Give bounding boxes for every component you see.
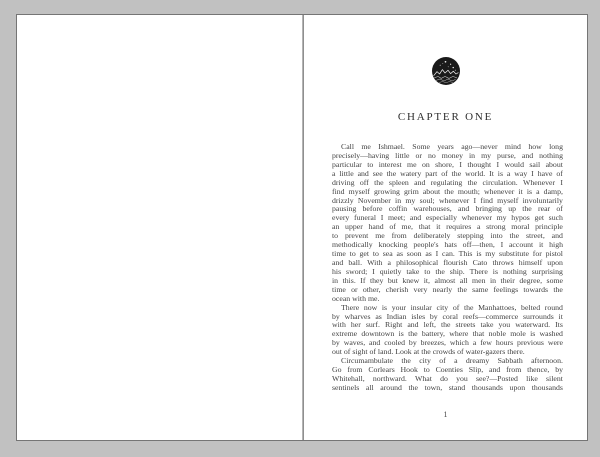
text-line: driving off the spleen and regulating the circulation. Whenever I: [332, 177, 563, 187]
text-line: out of sight of land. Look at the crowds of water-gazers there.: [332, 347, 525, 357]
text-line: methodically knocking people's hats off—then, I account it high: [332, 240, 563, 250]
page-number: 1: [443, 410, 448, 419]
text-line: precisely—having little or no money in my purse, and nothing: [332, 150, 563, 160]
text-line: There now is your insular city of the Manhattoes, belted round: [341, 302, 563, 312]
text-line: in this. If they but knew it, almost all men in their degree, some: [332, 275, 563, 285]
starry-sea-ornament-icon: [432, 57, 460, 85]
text-line: pausing before coffin warehouses, and bringing up the rear of: [332, 204, 563, 214]
body-text: [332, 143, 563, 393]
text-line: particular to interest me on shore, I thought I would sail about: [332, 159, 563, 169]
text-line: extreme downtown is the battery, where that noble mole is washed: [332, 329, 563, 339]
text-line: time to get to sea as soon as I can. This is my substitute for pistol: [332, 249, 563, 259]
book-spread: [16, 14, 588, 441]
text-line: time or other, cherish very nearly the same feelings towards the: [332, 284, 563, 294]
text-line: an upper hand of me, that it requires a strong moral principle: [332, 222, 563, 232]
text-line: Go from Corlears Hook to Coenties Slip, and from thence, by: [332, 365, 563, 375]
text-line: with her surf. Right and left, the streets take you waterward. Its: [332, 320, 563, 330]
text-line: a little and see the watery part of the world. It is a way I have of: [332, 168, 563, 178]
text-line: ocean with me.: [332, 293, 380, 303]
text-line: Whitehall, northward. What do you see?—Posted like silent: [332, 373, 563, 383]
text-line: by wharves as Indian isles by coral reefs—commerce surrounds it: [332, 311, 563, 321]
text-line: Circumambulate the city of a dreamy Sabbath afternoon.: [341, 356, 563, 366]
text-line: and ball. With a philosophical flourish Cato throws himself upon: [332, 257, 563, 267]
text-line: drizzly November in my soul; whenever I find myself involuntarily: [332, 195, 563, 205]
text-line: his sword; I quietly take to the ship. There is nothing surprising: [332, 266, 563, 276]
text-line: find myself growing grim about the mouth; whenever it is a damp,: [332, 186, 563, 196]
text-line: Call me Ishmael. Some years ago—never mind how long: [341, 142, 563, 151]
chapter-title: CHAPTER ONE: [397, 111, 494, 123]
left-page: [17, 15, 303, 440]
right-page: [303, 15, 587, 440]
text-line: every funeral I meet; and especially whenever my hypos get such: [332, 213, 563, 223]
text-line: sentinels all around the town, stand thousands upon thousands: [332, 382, 563, 392]
text-line: to prevent me from deliberately stepping into the street, and: [332, 231, 563, 241]
text-line: by waves, and cooled by breezes, which a few hours previous were: [332, 338, 563, 348]
